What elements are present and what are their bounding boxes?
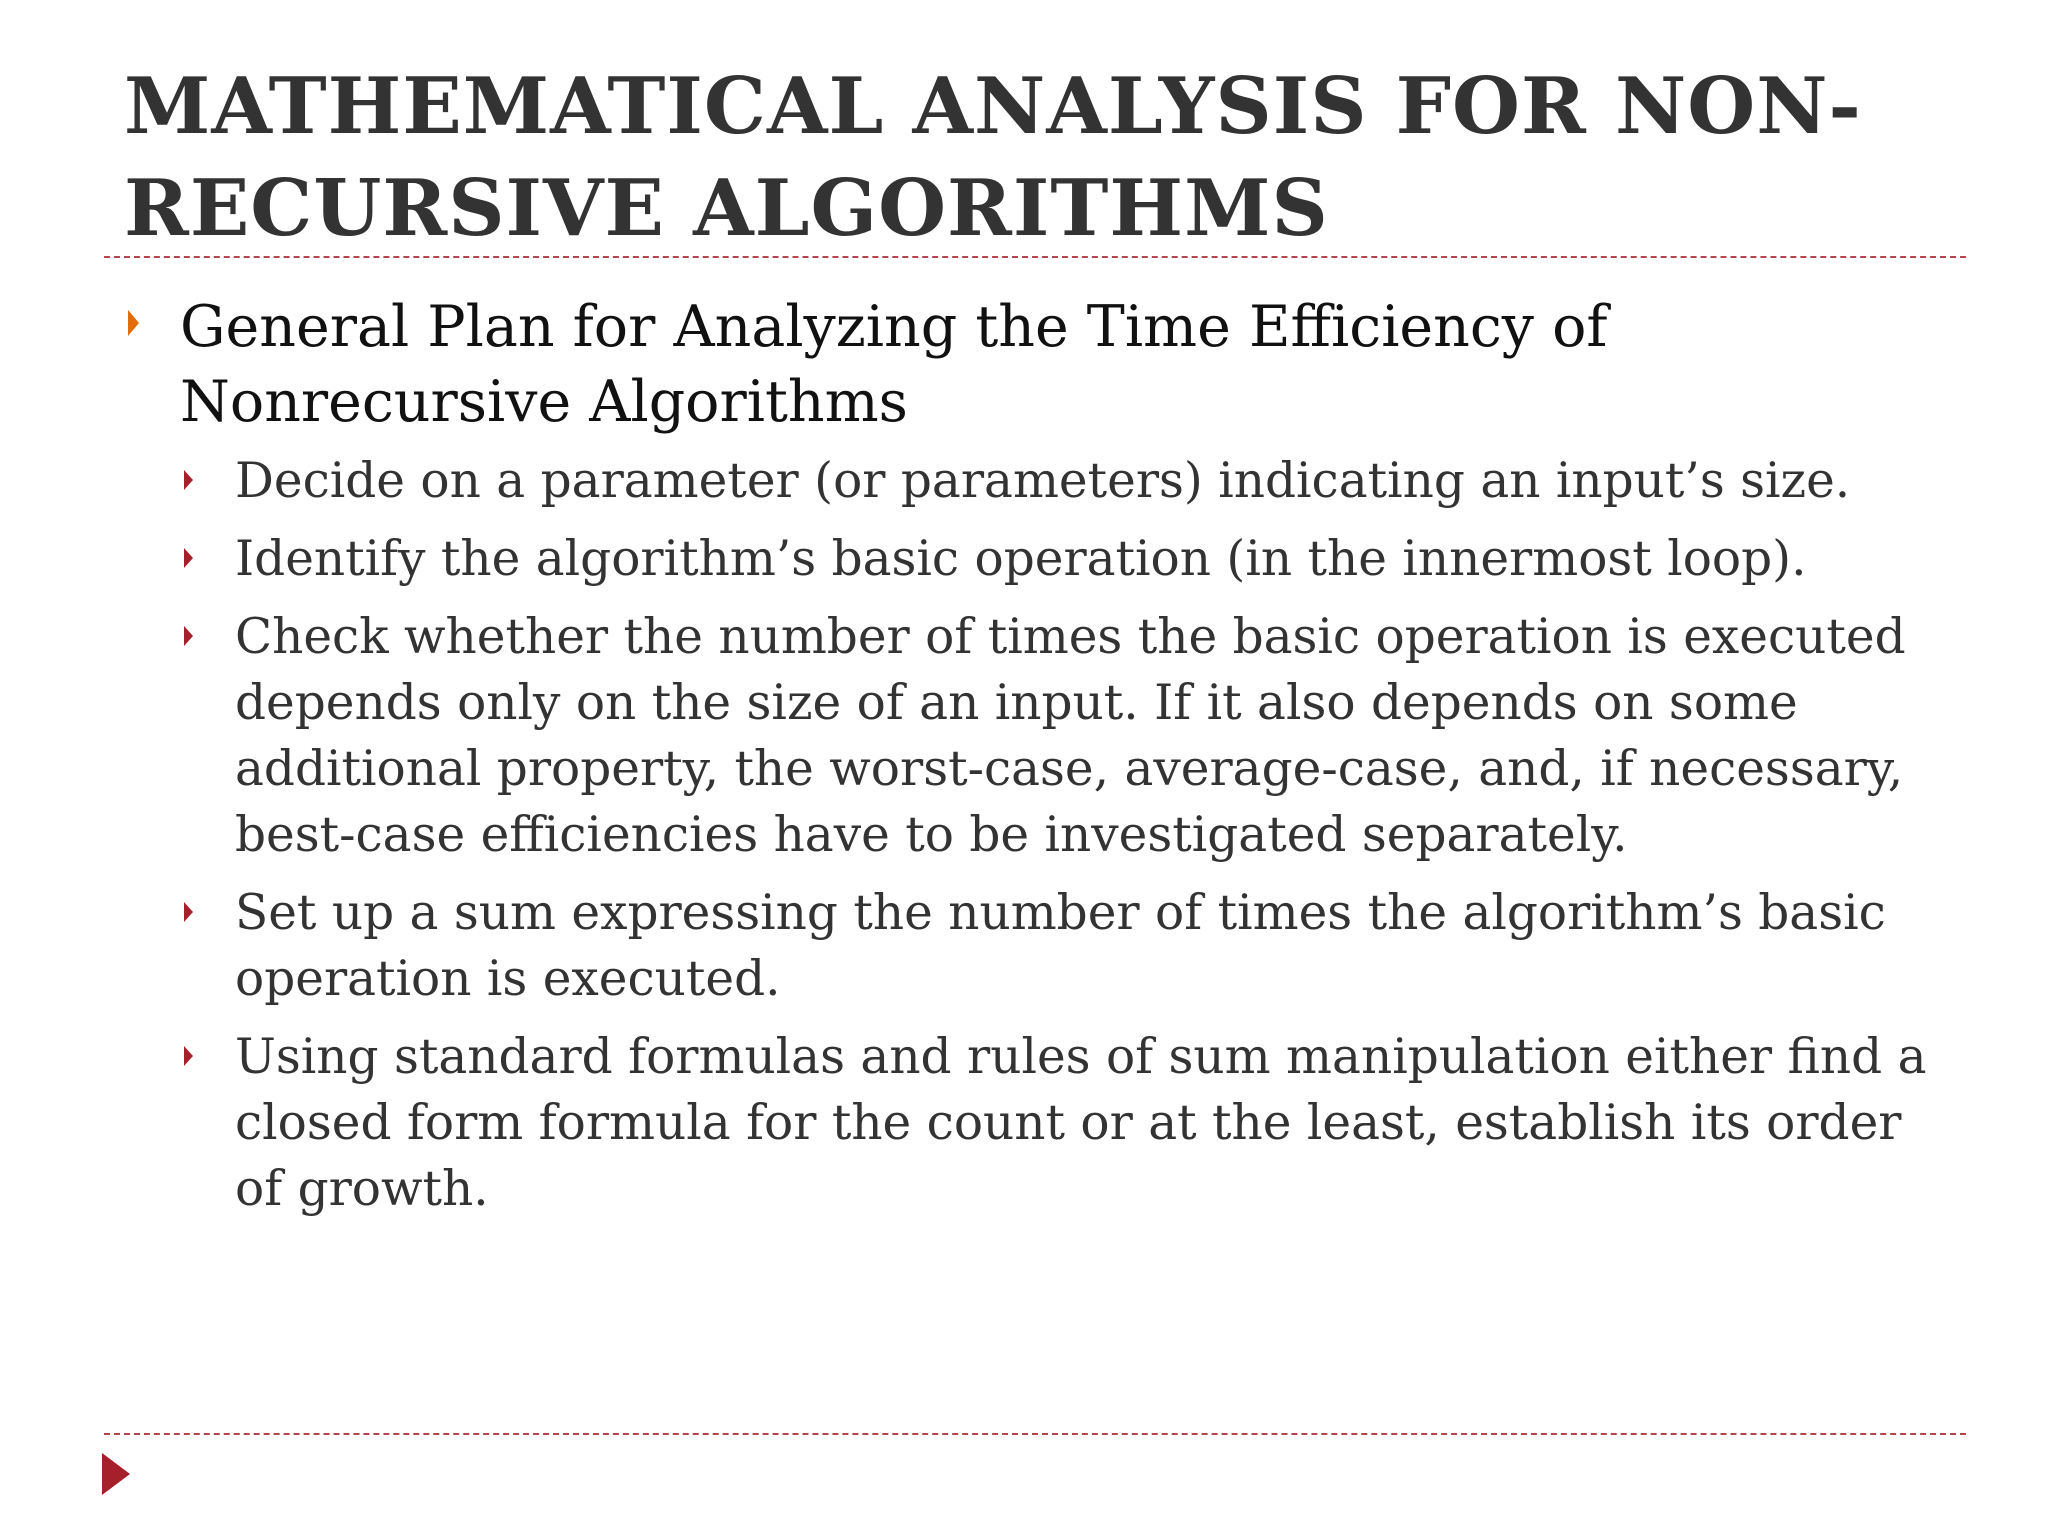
main-bullet-item <box>124 290 1964 440</box>
sub-bullet-list <box>124 448 1964 1222</box>
red-triangle-bullet-icon <box>184 548 193 568</box>
main-bullet-text: General Plan for Analyzing the Time Efficiency of Nonrecursive Algorithms <box>180 294 1608 435</box>
sub-bullet-text: Set up a sum expressing the number of times the algorithm’s basic operation is executed. <box>235 885 1886 1007</box>
sub-bullet-item <box>124 448 1964 514</box>
sub-bullet-text: Check whether the number of times the basic operation is executed depends only on the size of an input. If it also depends on some additional property, the worst-case, average-case, and, if necessary, best-case efficiencies have to be investigated separately. <box>235 609 1906 863</box>
orange-triangle-bullet-icon <box>128 310 139 336</box>
red-triangle-bullet-icon <box>184 470 193 490</box>
slide-body <box>124 290 1964 1234</box>
red-triangle-bullet-icon <box>184 902 193 922</box>
sub-bullet-item <box>124 604 1964 868</box>
sub-bullet-item <box>124 880 1964 1012</box>
next-slide-arrow-icon[interactable] <box>102 1453 130 1495</box>
sub-bullet-text: Identify the algorithm’s basic operation (in the innermost loop). <box>235 531 1807 587</box>
red-triangle-bullet-icon <box>184 626 193 646</box>
top-divider <box>104 256 1966 258</box>
sub-bullet-text: Decide on a parameter (or parameters) indicating an input’s size. <box>235 453 1851 509</box>
sub-bullet-item <box>124 526 1964 592</box>
slide-title: MATHEMATICAL ANALYSIS FOR NON-RECURSIVE ALGORITHMS <box>124 61 1862 254</box>
sub-bullet-item <box>124 1024 1964 1222</box>
bottom-divider <box>104 1433 1966 1435</box>
red-triangle-bullet-icon <box>184 1046 193 1066</box>
sub-bullet-text: Using standard formulas and rules of sum manipulation either find a closed form formula for the count or at the least, establish its order of growth. <box>235 1029 1927 1217</box>
